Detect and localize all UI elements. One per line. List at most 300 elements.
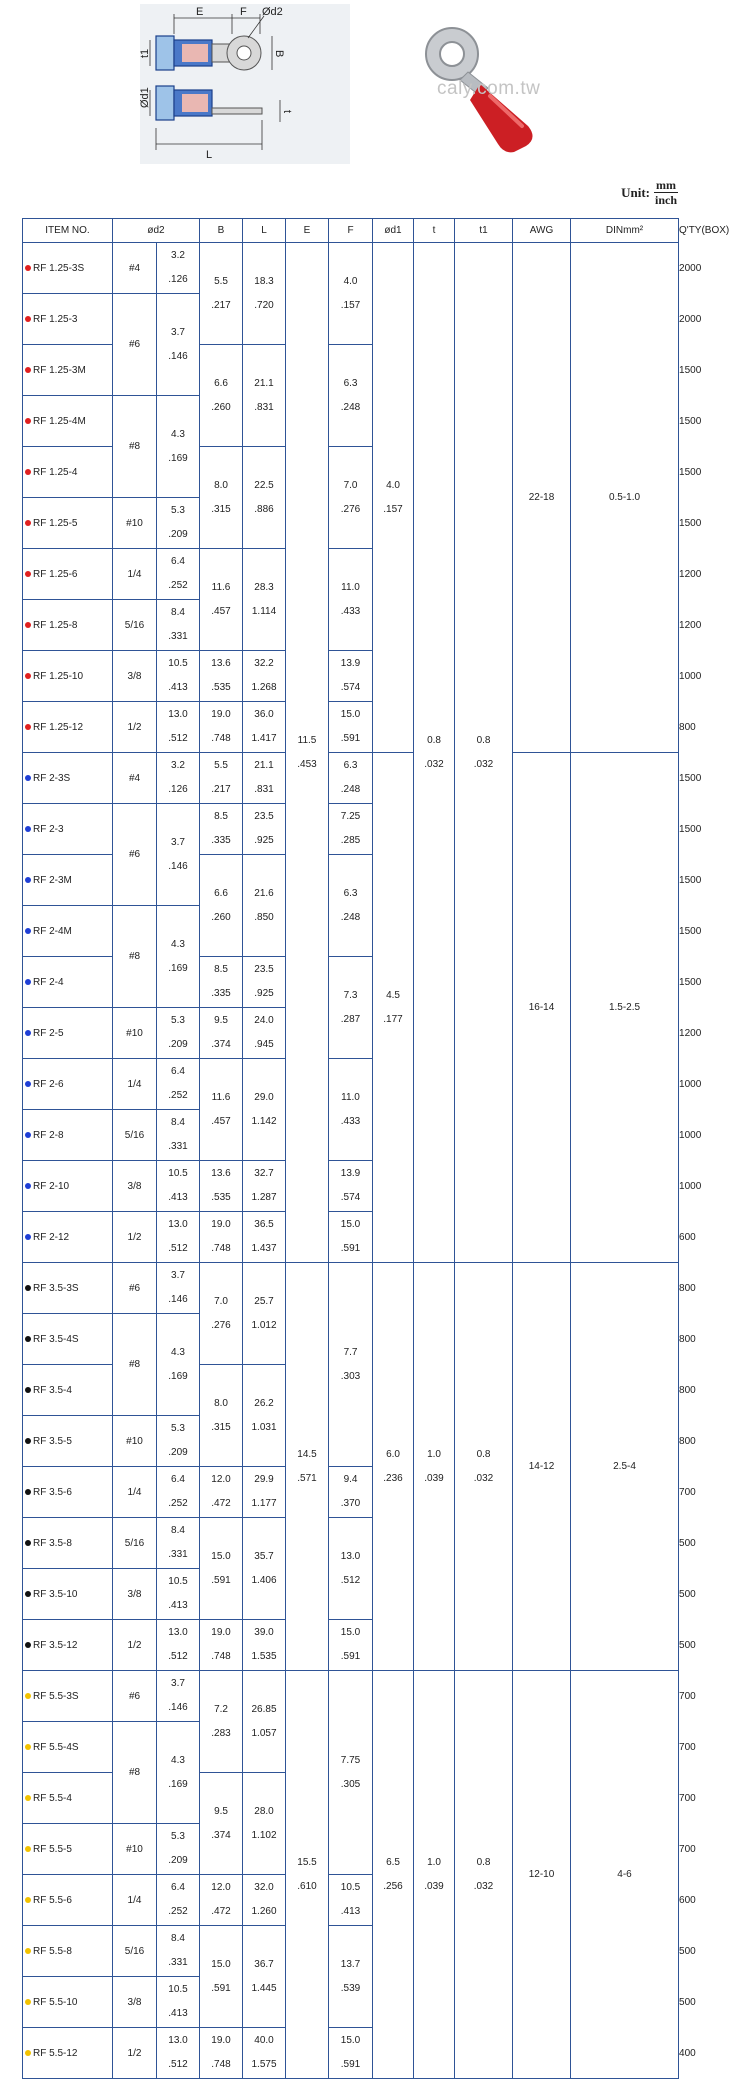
dim-l-mm: 29.9 (254, 1474, 274, 1485)
d2-inch: .169 (168, 1778, 188, 1790)
dim-l-mm: 18.3 (254, 275, 274, 287)
item-no (23, 1518, 113, 1569)
red-dot-icon (25, 520, 31, 526)
d2-inch: .146 (168, 350, 188, 362)
dim-b-inch: .748 (211, 1651, 231, 1662)
d2-mm: 6.4 (171, 1066, 185, 1077)
item-no (23, 1263, 113, 1314)
dim-f-mm: 9.4 (343, 1474, 358, 1485)
dim-f (329, 1875, 373, 1926)
dim-f-inch: .248 (340, 784, 361, 795)
black-dot-icon (25, 1489, 31, 1495)
dim-b-mm: 19.0 (211, 1219, 231, 1230)
d2-mm: 4.3 (171, 1754, 185, 1766)
dim-b (200, 2028, 243, 2079)
dim-l-inch: 1.012 (251, 1319, 277, 1331)
red-dot-icon (25, 265, 31, 271)
table-row: RF 1.25-4M #8 4.3 .169 1500 (23, 396, 679, 447)
item-no-text: RF 3.5-3S (33, 1282, 79, 1294)
yellow-dot-icon (25, 1897, 31, 1903)
dim-b (200, 1875, 243, 1926)
d2 (157, 753, 200, 804)
din: 1.5-2.5 (571, 753, 679, 1263)
dim-b-mm: 6.6 (214, 887, 228, 899)
d2-inch: .209 (168, 1039, 188, 1050)
dim-e-inch: .571 (297, 1472, 317, 1484)
awg: 16-14 (513, 753, 571, 1263)
d2 (157, 600, 200, 651)
blue-dot-icon (25, 826, 31, 832)
d2-inch: .209 (168, 1855, 188, 1866)
dim-f (329, 651, 373, 702)
d2-inch: .413 (168, 1192, 188, 1203)
d2-mm: 3.2 (171, 760, 185, 771)
dim-l (243, 1926, 286, 2028)
d2 (157, 1926, 200, 1977)
item-no (23, 1875, 113, 1926)
d2-inch: .146 (168, 1294, 188, 1305)
screw-size: #8 (113, 1314, 157, 1416)
dim-t-inch: .039 (424, 1472, 444, 1484)
dim-l-mm: 32.2 (254, 658, 274, 669)
col-e: E (286, 219, 329, 243)
dim-b-mm: 7.2 (214, 1703, 228, 1715)
d2-mm: 4.3 (171, 428, 185, 440)
d2-mm: 8.4 (171, 1525, 185, 1536)
item-no-text: RF 3.5-4S (33, 1333, 79, 1345)
col-awg: AWG (513, 219, 571, 243)
dim-l (243, 345, 286, 447)
dim-b-mm: 19.0 (211, 2035, 231, 2046)
dim-b-mm: 8.5 (214, 964, 228, 975)
dim-e (286, 1671, 329, 2079)
dim-b-inch: .315 (211, 503, 231, 515)
screw-size: #8 (113, 906, 157, 1008)
label-t: t (281, 110, 293, 114)
d2 (157, 1416, 200, 1467)
dim-f (329, 1467, 373, 1518)
blue-dot-icon (25, 1081, 31, 1087)
dim-t1 (455, 1671, 513, 2079)
dim-l (243, 702, 286, 753)
dim-f-inch: .433 (340, 605, 361, 617)
dim-f-inch: .539 (340, 1982, 361, 1994)
dim-l (243, 651, 286, 702)
black-dot-icon (25, 1336, 31, 1342)
dim-f-inch: .574 (340, 682, 361, 693)
item-no-text: RF 2-4M (33, 925, 72, 937)
table-row: RF 3.5-5 #10 5.3 .209 800 (23, 1416, 679, 1467)
d2-inch: .331 (168, 1957, 188, 1968)
dim-l (243, 1518, 286, 1620)
table-row: RF 5.5-10 3/8 10.5 .413 500 (23, 1977, 679, 2028)
dim-b-inch: .217 (211, 299, 231, 311)
item-no (23, 2028, 113, 2079)
d2-inch: .512 (168, 2059, 188, 2070)
dim-f-inch: .287 (340, 1013, 361, 1025)
dim-f (329, 753, 373, 804)
item-no-text: RF 3.5-6 (33, 1486, 72, 1498)
dim-f-mm: 13.9 (340, 1168, 361, 1179)
d2 (157, 1161, 200, 1212)
table-row: RF 5.5-4S #8 4.3 .169 700 (23, 1722, 679, 1773)
d1 (373, 1263, 414, 1671)
red-dot-icon (25, 418, 31, 424)
d2-inch: .209 (168, 529, 188, 540)
d2-mm: 10.5 (168, 1168, 188, 1179)
item-no-text: RF 1.25-3 (33, 313, 78, 325)
dim-l (243, 2028, 286, 2079)
dim-f-mm: 6.3 (343, 377, 358, 389)
header-row: ITEM NO. ød2 B L E F ød1 t t1 AWG DINmm² Q'TY(BOX) (23, 219, 679, 243)
label-d2: Ød2 (262, 6, 283, 18)
d1 (373, 753, 414, 1263)
dim-l-mm: 26.85 (251, 1703, 277, 1715)
item-no (23, 1161, 113, 1212)
col-d1: ød1 (373, 219, 414, 243)
d2-mm: 13.0 (168, 709, 188, 720)
yellow-dot-icon (25, 2050, 31, 2056)
dim-b-mm: 8.5 (214, 811, 228, 822)
item-no-text: RF 2-3 (33, 823, 64, 835)
col-item-no: ITEM NO. (23, 219, 113, 243)
table-row: RF 2-6 1/4 6.4 .252 11.6 .457 29.0 1.142 11.0 .433 1000 (23, 1059, 679, 1110)
d2-mm: 3.7 (171, 1678, 185, 1689)
item-no (23, 1926, 113, 1977)
dim-t1 (455, 243, 513, 1263)
item-no (23, 1722, 113, 1773)
screw-size: 1/2 (113, 1212, 157, 1263)
dim-b-mm: 12.0 (211, 1882, 231, 1893)
dim-b-inch: .217 (211, 784, 231, 795)
blue-dot-icon (25, 1030, 31, 1036)
screw-size: #10 (113, 1008, 157, 1059)
dim-l-inch: .886 (254, 503, 274, 515)
dim-e-mm: 11.5 (297, 734, 317, 746)
d2-mm: 6.4 (171, 556, 185, 567)
dim-f-inch: .305 (340, 1778, 361, 1790)
dim-l (243, 1263, 286, 1365)
dim-l (243, 1212, 286, 1263)
item-no (23, 600, 113, 651)
red-dot-icon (25, 316, 31, 322)
item-no-text: RF 1.25-4 (33, 466, 78, 478)
item-no (23, 1773, 113, 1824)
d2-inch: .209 (168, 1447, 188, 1458)
item-no-text: RF 2-6 (33, 1078, 64, 1090)
table-row: RF 5.5-12 1/2 13.0 .512 19.0 .748 40.0 1.575 15.0 .591 400 (23, 2028, 679, 2079)
dim-b (200, 957, 243, 1008)
dim-e-mm: 14.5 (297, 1448, 317, 1460)
d2-mm: 13.0 (168, 1627, 188, 1638)
col-din: DINmm² (571, 219, 679, 243)
screw-size: 1/4 (113, 1059, 157, 1110)
dim-l-inch: .850 (254, 911, 274, 923)
dim-b-mm: 8.0 (214, 1397, 228, 1409)
item-no (23, 906, 113, 957)
dim-l-mm: 35.7 (254, 1550, 274, 1562)
dim-l-inch: .925 (254, 835, 274, 846)
dim-b-inch: .260 (211, 911, 231, 923)
item-no-text: RF 2-12 (33, 1231, 70, 1243)
dim-l-mm: 25.7 (254, 1295, 274, 1307)
dim-f-inch: .248 (340, 911, 361, 923)
dim-b-inch: .591 (211, 1574, 231, 1586)
d2-mm: 10.5 (168, 658, 188, 669)
item-no-text: RF 2-3S (33, 772, 71, 784)
dim-f-inch: .285 (340, 835, 361, 846)
item-no-text: RF 5.5-10 (33, 1996, 78, 2008)
dim-b-mm: 7.0 (214, 1295, 228, 1307)
d2-inch: .252 (168, 1498, 188, 1509)
col-d2: ød2 (113, 219, 200, 243)
blue-dot-icon (25, 1183, 31, 1189)
d2 (157, 1620, 200, 1671)
item-no-text: RF 5.5-6 (33, 1894, 72, 1906)
awg: 14-12 (513, 1263, 571, 1671)
d2 (157, 1008, 200, 1059)
table-row: RF 2-5 #10 5.3 .209 9.5 .374 24.0 .945 1200 (23, 1008, 679, 1059)
dim-l (243, 1875, 286, 1926)
d2-inch: .126 (168, 784, 188, 795)
item-no-text: RF 3.5-10 (33, 1588, 78, 1600)
item-no (23, 1569, 113, 1620)
dim-b-inch: .472 (211, 1906, 231, 1917)
black-dot-icon (25, 1642, 31, 1648)
black-dot-icon (25, 1591, 31, 1597)
dim-f (329, 1161, 373, 1212)
d2 (157, 1977, 200, 2028)
item-no (23, 447, 113, 498)
blue-dot-icon (25, 1234, 31, 1240)
red-dot-icon (25, 469, 31, 475)
dim-b (200, 651, 243, 702)
dim-l (243, 804, 286, 855)
table-row: RF 1.25-6 1/4 6.4 .252 11.6 .457 28.3 1.114 11.0 .433 1200 (23, 549, 679, 600)
d2 (157, 1467, 200, 1518)
dim-f-mm: 7.0 (343, 479, 358, 491)
d1-inch: .256 (383, 1880, 403, 1892)
dim-l-mm: 21.1 (254, 377, 274, 389)
dim-b-inch: .335 (211, 988, 231, 999)
d2-inch: .331 (168, 631, 188, 642)
dim-f-inch: .512 (340, 1574, 361, 1586)
dim-l-inch: 1.417 (251, 733, 277, 744)
dim-l-inch: 1.437 (251, 1243, 277, 1254)
dim-b-inch: .457 (211, 605, 231, 617)
dim-l-mm: 21.1 (254, 760, 274, 771)
dim-f-mm: 7.7 (343, 1346, 358, 1358)
dim-l-mm: 32.0 (254, 1882, 274, 1893)
item-no (23, 1059, 113, 1110)
dim-f-mm: 7.3 (343, 989, 358, 1001)
dim-l-inch: 1.406 (251, 1574, 277, 1586)
dim-b-inch: .748 (211, 1243, 231, 1254)
awg: 12-10 (513, 1671, 571, 2079)
black-dot-icon (25, 1285, 31, 1291)
dim-b-inch: .535 (211, 682, 231, 693)
dim-f-inch: .591 (340, 1243, 361, 1254)
dim-t1-inch: .032 (473, 1880, 494, 1892)
item-no (23, 1314, 113, 1365)
dim-b (200, 1161, 243, 1212)
item-no-text: RF 5.5-4S (33, 1741, 79, 1753)
unit-label: Unit: (621, 184, 650, 200)
d2-inch: .413 (168, 1600, 188, 1611)
dim-l-mm: 23.5 (254, 811, 274, 822)
spec-table-body (23, 243, 702, 2079)
dim-l-inch: 1.142 (251, 1115, 277, 1127)
dim-f-inch: .370 (340, 1498, 361, 1509)
d1-mm: 4.5 (386, 989, 400, 1001)
awg: 22-18 (513, 243, 571, 753)
dim-t-inch: .032 (424, 758, 444, 770)
dim-l-inch: 1.114 (251, 605, 277, 617)
item-no-text: RF 2-5 (33, 1027, 64, 1039)
screw-size: #4 (113, 753, 157, 804)
d2 (157, 1875, 200, 1926)
dim-f (329, 345, 373, 447)
dim-b-inch: .535 (211, 1192, 231, 1203)
item-no (23, 855, 113, 906)
dim-f-mm: 4.0 (343, 275, 358, 287)
label-f: F (240, 6, 247, 18)
dim-e-inch: .453 (297, 758, 317, 770)
dim-b-mm: 12.0 (211, 1474, 231, 1485)
yellow-dot-icon (25, 1846, 31, 1852)
table-row: RF 5.5-6 1/4 6.4 .252 12.0 .472 32.0 1.260 10.5 .413 600 (23, 1875, 679, 1926)
d1-mm: 6.5 (386, 1856, 400, 1868)
dim-l-inch: .831 (254, 401, 274, 413)
dim-f-inch: .574 (340, 1192, 361, 1203)
dim-l (243, 1467, 286, 1518)
d2 (157, 1212, 200, 1263)
item-no-text: RF 1.25-3S (33, 262, 85, 274)
d2 (157, 294, 200, 396)
dim-f-mm: 7.75 (340, 1754, 361, 1766)
table-row: RF 1.25-3S #4 3.2 .126 5.5 .217 18.3 .720 11.5 .453 4.0 .157 4.0 .157 0.8 .032 0.8 .032 22-18 0.5-1.0 2000 (23, 243, 679, 294)
dim-f-mm: 15.0 (340, 709, 361, 720)
dim-f-inch: .248 (340, 401, 361, 413)
screw-size: 3/8 (113, 1977, 157, 2028)
dim-b (200, 1212, 243, 1263)
dim-b-inch: .457 (211, 1115, 231, 1127)
d2-mm: 8.4 (171, 607, 185, 618)
dim-t-inch: .039 (424, 1880, 444, 1892)
item-no (23, 702, 113, 753)
dim-f (329, 1620, 373, 1671)
d2-mm: 10.5 (168, 1984, 188, 1995)
dim-l (243, 957, 286, 1008)
table-row: RF 2-4M #8 4.3 .169 1500 (23, 906, 679, 957)
dim-b (200, 1263, 243, 1365)
item-no (23, 1620, 113, 1671)
black-dot-icon (25, 1540, 31, 1546)
din: 4-6 (571, 1671, 679, 2079)
unit-inch: inch (654, 193, 677, 207)
dim-b-mm: 11.6 (211, 581, 231, 593)
table-row: RF 5.5-3S #6 3.7 .146 7.2 .283 26.85 1.057 15.5 .610 7.75 .305 6.5 .256 1.0 .039 0.8 .032 12-10 4-6 700 (23, 1671, 679, 1722)
d2-mm: 3.2 (171, 250, 185, 261)
dim-b-inch: .374 (211, 1829, 231, 1841)
screw-size: #6 (113, 1671, 157, 1722)
dim-f-mm: 6.3 (343, 760, 358, 771)
dim-f-mm: 13.0 (340, 1550, 361, 1562)
unit-legend (621, 178, 678, 207)
d2 (157, 1722, 200, 1824)
dim-l-inch: 1.102 (251, 1829, 277, 1841)
d2-mm: 13.0 (168, 1219, 188, 1230)
table-row: RF 5.5-5 #10 5.3 .209 700 (23, 1824, 679, 1875)
dim-l-mm: 26.2 (254, 1397, 274, 1409)
dim-b (200, 1773, 243, 1875)
yellow-dot-icon (25, 1948, 31, 1954)
dim-b-inch: .591 (211, 1982, 231, 1994)
dim-f-mm: 11.0 (341, 1091, 360, 1103)
screw-size: 5/16 (113, 1110, 157, 1161)
d1 (373, 1671, 414, 2079)
col-t: t (414, 219, 455, 243)
d2 (157, 396, 200, 498)
dim-f-inch: .591 (340, 2059, 361, 2070)
item-no (23, 345, 113, 396)
d2 (157, 1671, 200, 1722)
dim-l-mm: 39.0 (254, 1627, 274, 1638)
spec-table (22, 218, 729, 2079)
d2-inch: .252 (168, 1906, 188, 1917)
d2 (157, 651, 200, 702)
screw-size: 5/16 (113, 1926, 157, 1977)
dim-l (243, 549, 286, 651)
table-row: RF 3.5-6 1/4 6.4 .252 12.0 .472 29.9 1.177 9.4 .370 700 (23, 1467, 679, 1518)
screw-size: 1/4 (113, 1875, 157, 1926)
dim-l-mm: 40.0 (254, 2035, 274, 2046)
table-row: RF 1.25-12 1/2 13.0 .512 19.0 .748 36.0 1.417 15.0 .591 800 (23, 702, 679, 753)
d2 (157, 1059, 200, 1110)
screw-size: 5/16 (113, 1518, 157, 1569)
table-row: RF 2-8 5/16 8.4 .331 1000 (23, 1110, 679, 1161)
dim-b-mm: 13.6 (211, 658, 231, 669)
dim-e-inch: .610 (297, 1880, 317, 1892)
screw-size: 1/4 (113, 549, 157, 600)
table-row: RF 2-12 1/2 13.0 .512 19.0 .748 36.5 1.437 15.0 .591 600 (23, 1212, 679, 1263)
d2-mm: 3.7 (171, 1270, 185, 1281)
dim-l (243, 1365, 286, 1467)
red-dot-icon (25, 622, 31, 628)
dim-f-inch: .157 (340, 299, 361, 311)
black-dot-icon (25, 1387, 31, 1393)
screw-size: 1/2 (113, 2028, 157, 2079)
dim-e (286, 1263, 329, 1671)
dim-f (329, 855, 373, 957)
item-no-text: RF 5.5-3S (33, 1690, 79, 1702)
dim-l-mm: 21.6 (254, 887, 274, 899)
d2-inch: .169 (168, 452, 188, 464)
d2-inch: .169 (168, 1370, 188, 1382)
d2-mm: 4.3 (171, 938, 185, 950)
item-no (23, 651, 113, 702)
label-e: E (196, 6, 204, 18)
item-no (23, 549, 113, 600)
d1-mm: 4.0 (386, 479, 400, 491)
dim-b (200, 1467, 243, 1518)
table-row: RF 5.5-4 9.5 .374 28.0 1.102 700 (23, 1773, 679, 1824)
d2-mm: 5.3 (171, 1831, 185, 1842)
d2 (157, 1263, 200, 1314)
dim-t (414, 1263, 455, 1671)
d2-mm: 5.3 (171, 1015, 185, 1026)
item-no (23, 1977, 113, 2028)
